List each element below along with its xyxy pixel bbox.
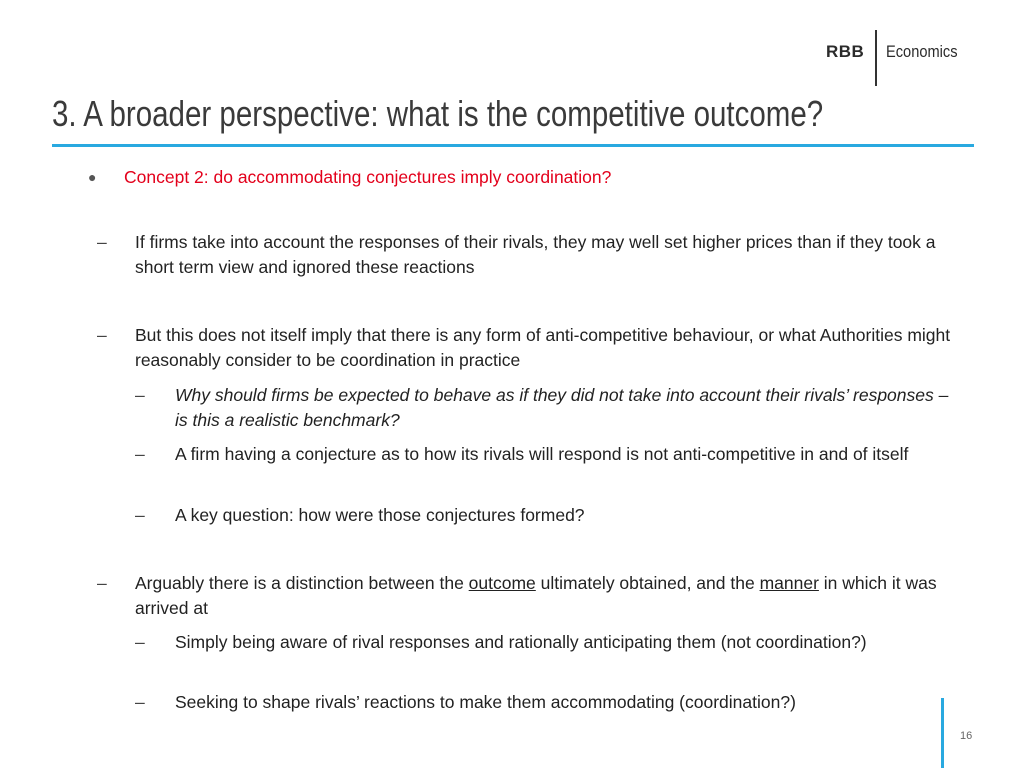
list-item (135, 630, 965, 655)
list-item (135, 383, 965, 433)
corner-accent-bar (941, 698, 944, 768)
logo-subtitle: Economics (886, 42, 958, 61)
sub-point-2c-text: A key question: how were those conjectures formed? (175, 505, 585, 525)
point-3-part-2: ultimately obtained, and the (535, 573, 760, 593)
sub-point-3b-text: Seeking to shape rivals’ reactions to make them accommodating (coordination?) (175, 692, 796, 712)
concept-bullet (88, 165, 954, 190)
dash-marker: – (97, 232, 107, 252)
title-underline (52, 144, 974, 147)
sub-point-3a-text: Simply being aware of rival responses and rationally anticipating them (not coordination?) (175, 632, 867, 652)
dash-marker: – (97, 325, 107, 345)
list-item (97, 571, 975, 621)
logo-brand: RBB (826, 42, 865, 61)
outcome-word: outcome (468, 573, 536, 593)
dash-marker: – (135, 632, 145, 652)
slide-title: 3. A broader perspective: what is the competitive outcome? (52, 93, 824, 134)
dash-marker: – (135, 692, 145, 712)
dash-marker: – (97, 573, 107, 593)
point-2-text: But this does not itself imply that there is any form of anti-competitive behaviour, or what Authorities might reasonably consider to be coordination in practice (135, 325, 951, 370)
bullet-dot: ● (88, 169, 97, 185)
point-3-part-1: Arguably there is a distinction between the (135, 573, 469, 593)
list-item (97, 230, 975, 280)
sub-point-2b-text: A firm having a conjecture as to how its rivals will respond is not anti-competitive in and of itself (175, 444, 909, 464)
list-item (135, 503, 965, 528)
list-item (135, 690, 965, 715)
manner-word: manner (759, 573, 819, 593)
sub-point-2a-text: Why should firms be expected to behave as if they did not take into account their rivals’ responses – is this a realistic benchmark? (175, 385, 949, 430)
page-number: 16 (960, 730, 973, 742)
point-3-part-3: in which it was arrived at (135, 573, 937, 618)
dash-marker: – (135, 444, 145, 464)
logo-divider (875, 30, 877, 86)
list-item (97, 323, 975, 373)
point-1-text: If firms take into account the responses of their rivals, they may well set higher prices than if they took a short term view and ignored these reactions (135, 232, 936, 277)
concept-text: Concept 2: do accommodating conjectures imply coordination? (124, 167, 612, 187)
dash-marker: – (135, 505, 145, 525)
list-item (135, 442, 965, 467)
dash-marker: – (135, 385, 145, 405)
